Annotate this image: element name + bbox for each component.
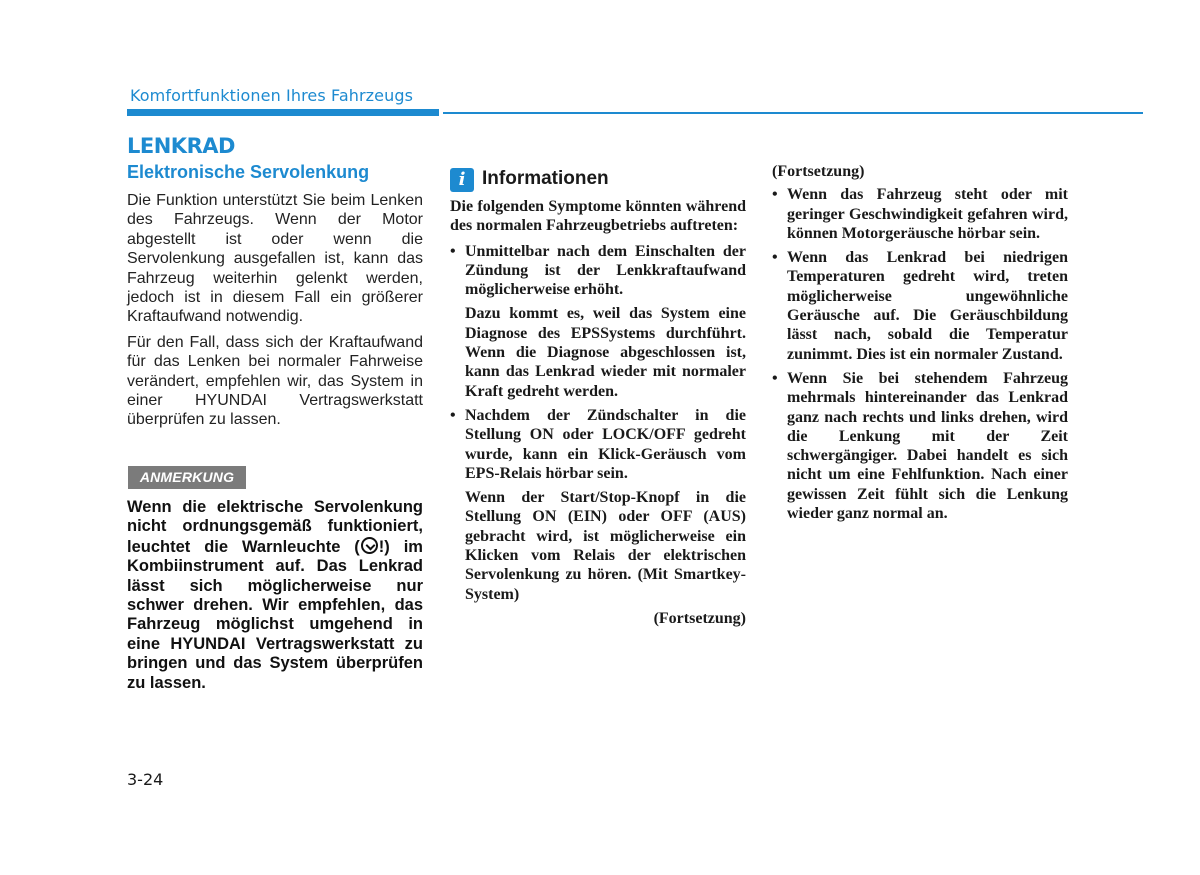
- bullet-list: [772, 185, 1068, 523]
- list-item: • Wenn Sie bei stehendem Fahrzeug mehrmals hintereinander das Lenkrad ganz nach rechts und links drehen, wird die Lenkung mit der Zeit schwergängiger. Dabei handelt es sich nicht um eine Fehlfunktion. Nach einer gewissen Zeit fühlt sich die Lenkung wieder ganz normal an.: [772, 369, 1068, 523]
- info-icon: i: [450, 168, 474, 192]
- subheading: Elektronische Servolenkung: [127, 162, 370, 182]
- continuation-label: (Fortsetzung): [653, 609, 746, 627]
- header-rule-thick: [127, 109, 439, 116]
- info-intro: Die folgenden Symptome könnten während des normalen Fahrzeugbetriebs auftreten:: [450, 198, 746, 235]
- list-item: • Wenn das Lenkrad bei niedrigen Temperaturen gedreht wird, treten möglicherweise ungewöhnliche Geräusche auf. Die Geräuschbildung lässt nach, sobald die Temperatur zunimmt. Dies ist ein normaler Zustand.: [772, 248, 1068, 364]
- list-item-text: Unmittelbar nach dem Einschalten der Zündung ist der Lenkkraftaufwand möglicherweise erhöht.: [465, 242, 746, 299]
- bullet-list: [450, 242, 746, 604]
- paragraph: Für den Fall, dass sich der Kraftaufwand für das Lenken bei normaler Fahrweise verändert, empfehlen wir, das System in einer HYUNDAI Vertragswerkstatt überprüfen zu lassen.: [127, 333, 423, 429]
- list-item: • Wenn das Fahrzeug steht oder mit geringer Geschwindigkeit gefahren wird, können Motorgeräusche hörbar sein.: [772, 185, 1068, 243]
- column-2-body: [450, 197, 746, 628]
- info-heading: Informationen: [482, 168, 609, 189]
- list-item: [450, 406, 746, 604]
- continuation-label: (Fortsetzung): [772, 163, 865, 180]
- list-item-detail: Dazu kommt es, weil das System eine Diagnose des EPSSystems durchführt. Wenn die Diagnose abgeschlossen ist, kann das Lenkrad wieder mit normaler Kraft gedreht werden.: [465, 305, 746, 400]
- header-rule-thin: [443, 112, 1143, 114]
- paragraph: Die Funktion unterstützt Sie beim Lenken des Fahrzeugs. Wenn der Motor abgestellt ist oder wenn die Servolenkung ausgefallen ist, kann das Fahrzeug weiterhin gelenkt werden, jedoch ist in diesem Fall ein größerer Kraftaufwand notwendig.: [127, 192, 423, 326]
- note-text-part: !) im Kombiinstrument auf. Das Lenkrad lässt sich möglicherweise nur schwer drehen. Wir empfehlen, das Fahrzeug möglichst umgehend in eine HYUNDAI Vertragswerkstatt zu bringen und das System überprüfen zu lassen.: [127, 537, 423, 692]
- list-item: [450, 242, 746, 401]
- list-item-detail: Wenn der Start/Stop-Knopf in die Stellung ON (EIN) oder OFF (AUS) gebracht wird, ist möglicherweise ein Klicken vom Relais der elektrischen Servolenkung zu hören. (Mit Smartkey-System): [465, 489, 746, 603]
- note-text-part: Wenn die elektrische Servolenkung nicht ordnungsgemäß funktioniert, leuchtet die Warnleuchte (: [127, 498, 423, 556]
- column-1-body: [127, 191, 423, 436]
- list-item-text: Nachdem der Zündschalter in die Stellung ON oder LOCK/OFF gedreht wurde, kann ein Klick-Geräusch vom EPS-Relais hörbar sein.: [465, 406, 746, 482]
- chapter-title: Komfortfunktionen Ihres Fahrzeugs: [130, 86, 414, 105]
- note-badge: ANMERKUNG: [128, 466, 246, 489]
- note-text: [127, 498, 423, 693]
- column-3-body: [772, 162, 1068, 528]
- section-title: LENKRAD: [127, 134, 235, 158]
- steering-warning-icon: [361, 537, 378, 554]
- page-number: 3-24: [127, 770, 164, 789]
